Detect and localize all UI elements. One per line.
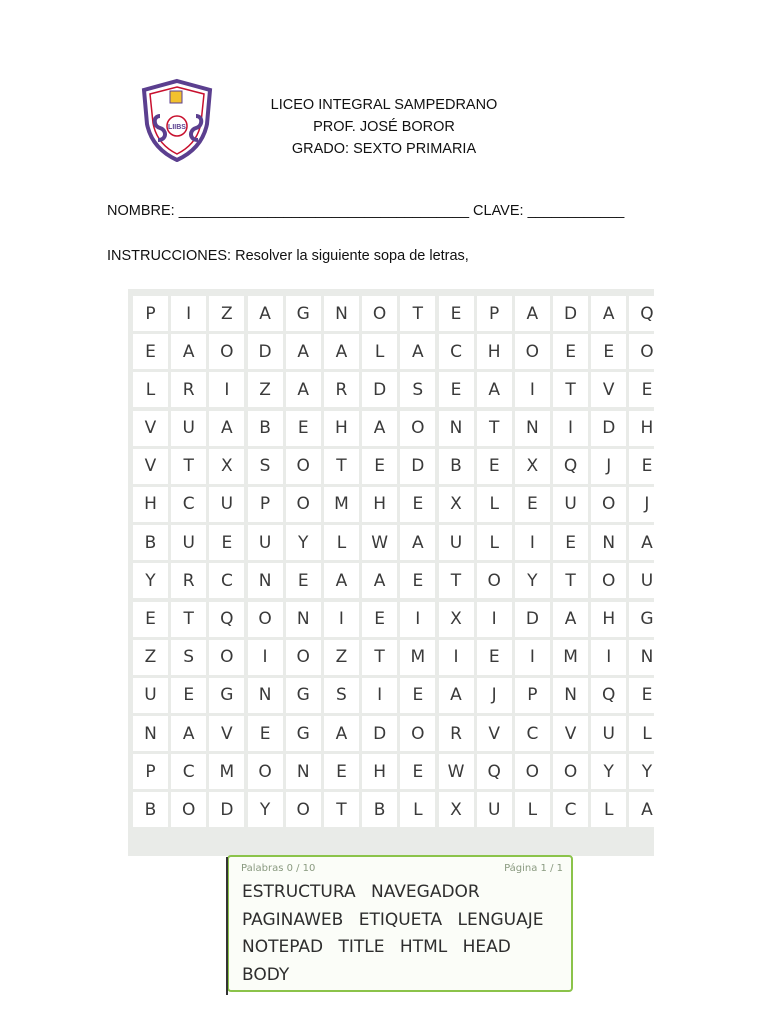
grid-cell[interactable]: E <box>400 487 435 522</box>
grid-cell[interactable]: N <box>515 411 550 446</box>
grid-cell[interactable]: O <box>591 487 626 522</box>
grid-cell[interactable]: E <box>477 449 512 484</box>
grid-cell[interactable]: E <box>400 678 435 713</box>
grid-cell[interactable]: A <box>171 716 206 751</box>
grid-cell[interactable]: O <box>591 563 626 598</box>
grid-cell[interactable]: L <box>515 792 550 827</box>
grid-cell[interactable]: D <box>362 372 397 407</box>
grid-cell[interactable]: E <box>400 754 435 789</box>
grid-cell[interactable]: I <box>209 372 244 407</box>
grid-cell[interactable]: O <box>171 792 206 827</box>
grid-cell[interactable]: P <box>477 296 512 331</box>
grid-cell[interactable]: E <box>553 334 588 369</box>
grid-cell[interactable]: A <box>286 334 321 369</box>
grid-cell[interactable]: Q <box>591 678 626 713</box>
word-search-board <box>128 289 654 856</box>
grid-cell[interactable]: Z <box>209 296 244 331</box>
grid-cell[interactable]: E <box>209 525 244 560</box>
grid-cell[interactable]: O <box>400 716 435 751</box>
grid-cell[interactable]: Q <box>209 602 244 637</box>
grid-cell[interactable]: U <box>171 411 206 446</box>
grid-cell[interactable]: U <box>477 792 512 827</box>
grid-cell[interactable]: U <box>629 563 664 598</box>
grid-cell[interactable]: D <box>362 716 397 751</box>
grid-cell[interactable]: I <box>400 602 435 637</box>
grid-cell[interactable]: Y <box>629 754 664 789</box>
grid-cell[interactable]: P <box>133 296 168 331</box>
grid-cell[interactable]: A <box>362 563 397 598</box>
grid-cell[interactable]: M <box>324 487 359 522</box>
grid-cell[interactable]: Z <box>248 372 283 407</box>
grid-cell[interactable]: I <box>553 411 588 446</box>
grid-cell[interactable]: A <box>553 602 588 637</box>
grid-cell[interactable]: T <box>553 563 588 598</box>
grid-cell[interactable]: M <box>553 640 588 675</box>
grid-cell[interactable]: M <box>400 640 435 675</box>
grid-cell[interactable]: E <box>286 411 321 446</box>
grid-cell[interactable]: D <box>248 334 283 369</box>
grid-cell[interactable]: I <box>171 296 206 331</box>
word-item: TITLE <box>338 937 385 957</box>
school-header <box>0 94 768 160</box>
grid-cell[interactable]: T <box>553 372 588 407</box>
grid-cell[interactable]: V <box>133 411 168 446</box>
grid-cell[interactable]: J <box>629 487 664 522</box>
grid-cell[interactable]: E <box>362 449 397 484</box>
grid-cell[interactable]: U <box>248 525 283 560</box>
grid-cell[interactable]: T <box>439 563 474 598</box>
grid-cell[interactable]: C <box>515 716 550 751</box>
grid-cell[interactable]: H <box>477 334 512 369</box>
grid-cell[interactable]: Z <box>133 640 168 675</box>
grid-cell[interactable]: Y <box>515 563 550 598</box>
grid-cell[interactable]: T <box>400 296 435 331</box>
grid-cell[interactable]: W <box>439 754 474 789</box>
grid-cell[interactable]: N <box>439 411 474 446</box>
grid-cell[interactable]: T <box>324 792 359 827</box>
grid-cell[interactable]: Q <box>629 296 664 331</box>
logo-monogram: LIIBS <box>168 124 186 131</box>
grade-label: GRADO: SEXTO PRIMARIA <box>291 141 477 157</box>
grid-cell[interactable]: U <box>591 716 626 751</box>
grid-cell[interactable]: N <box>286 754 321 789</box>
word-item: NOTEPAD <box>242 937 324 957</box>
grid-cell[interactable]: V <box>553 716 588 751</box>
grid-cell[interactable]: U <box>133 678 168 713</box>
grid-cell[interactable]: C <box>171 487 206 522</box>
grid-cell[interactable]: P <box>248 487 283 522</box>
grid-cell[interactable]: C <box>553 792 588 827</box>
grid-cell[interactable]: A <box>362 411 397 446</box>
grid-cell[interactable]: I <box>362 678 397 713</box>
grid-cell[interactable]: R <box>171 372 206 407</box>
grid-cell[interactable]: A <box>629 792 664 827</box>
grid-cell[interactable]: O <box>286 487 321 522</box>
grid-cell[interactable]: E <box>133 334 168 369</box>
grid-cell[interactable]: E <box>133 602 168 637</box>
grid-cell[interactable]: A <box>439 678 474 713</box>
grid-cell[interactable]: E <box>515 487 550 522</box>
grid-cell[interactable]: I <box>515 372 550 407</box>
grid-cell[interactable]: A <box>477 372 512 407</box>
grid-cell[interactable]: T <box>362 640 397 675</box>
grid-cell[interactable]: E <box>362 602 397 637</box>
grid-cell[interactable]: X <box>209 449 244 484</box>
grid-cell[interactable]: B <box>248 411 283 446</box>
grid-cell[interactable]: D <box>209 792 244 827</box>
grid-cell[interactable]: A <box>209 411 244 446</box>
page-indicator: Página 1 / 1 <box>504 863 563 874</box>
grid-cell[interactable]: A <box>400 334 435 369</box>
grid-cell[interactable]: Q <box>477 754 512 789</box>
grid-cell[interactable]: E <box>248 716 283 751</box>
grid-cell[interactable]: O <box>629 334 664 369</box>
grid-cell[interactable]: X <box>515 449 550 484</box>
grid-cell[interactable]: A <box>171 334 206 369</box>
word-item: HEAD <box>462 937 511 957</box>
grid-cell[interactable]: H <box>362 754 397 789</box>
grid-cell[interactable]: O <box>248 754 283 789</box>
grid-cell[interactable]: O <box>515 334 550 369</box>
grid-cell[interactable]: T <box>477 411 512 446</box>
grid-cell[interactable]: X <box>439 792 474 827</box>
grid-cell[interactable]: B <box>133 525 168 560</box>
word-item: HTML <box>399 937 448 957</box>
grid-cell[interactable]: I <box>591 640 626 675</box>
grid-cell[interactable]: Y <box>133 563 168 598</box>
grid-cell[interactable]: A <box>400 525 435 560</box>
grid-cell[interactable]: A <box>591 296 626 331</box>
grid-cell[interactable]: O <box>286 449 321 484</box>
grid-cell[interactable]: I <box>477 602 512 637</box>
grid-cell[interactable]: O <box>515 754 550 789</box>
grid-cell[interactable]: I <box>515 525 550 560</box>
grid-cell[interactable]: D <box>400 449 435 484</box>
grid-cell[interactable]: I <box>515 640 550 675</box>
grid-cell[interactable]: E <box>324 754 359 789</box>
grid-cell[interactable]: O <box>209 640 244 675</box>
grid-cell[interactable]: Y <box>286 525 321 560</box>
grid-cell[interactable]: E <box>553 525 588 560</box>
letter-grid <box>133 296 664 827</box>
grid-cell[interactable]: N <box>133 716 168 751</box>
word-item: ETIQUETA <box>358 909 443 930</box>
word-list <box>242 879 562 989</box>
school-name: LICEO INTEGRAL SAMPEDRANO <box>270 97 498 113</box>
grid-cell[interactable]: B <box>362 792 397 827</box>
grid-cell[interactable]: N <box>286 602 321 637</box>
grid-cell[interactable]: O <box>362 296 397 331</box>
grid-cell[interactable]: C <box>209 563 244 598</box>
grid-cell[interactable]: A <box>629 525 664 560</box>
grid-cell[interactable]: S <box>400 372 435 407</box>
word-item: ESTRUCTURA <box>242 882 356 902</box>
grid-cell[interactable]: X <box>439 602 474 637</box>
grid-cell[interactable]: L <box>324 525 359 560</box>
word-item: PAGINAWEB <box>242 909 344 930</box>
grid-cell[interactable]: C <box>439 334 474 369</box>
grid-cell[interactable]: O <box>400 411 435 446</box>
grid-cell[interactable]: G <box>286 296 321 331</box>
grid-cell[interactable]: D <box>591 411 626 446</box>
grid-cell[interactable]: H <box>362 487 397 522</box>
grid-cell[interactable]: L <box>477 525 512 560</box>
grid-cell[interactable]: Y <box>248 792 283 827</box>
grid-cell[interactable]: I <box>439 640 474 675</box>
grid-cell[interactable]: A <box>286 372 321 407</box>
grid-cell[interactable]: G <box>286 678 321 713</box>
grid-cell[interactable]: C <box>171 754 206 789</box>
grid-cell[interactable]: Z <box>324 640 359 675</box>
grid-cell[interactable]: O <box>477 563 512 598</box>
grid-cell[interactable]: E <box>400 563 435 598</box>
grid-cell[interactable]: L <box>629 716 664 751</box>
word-item: NAVEGADOR <box>371 882 480 902</box>
grid-cell[interactable]: A <box>324 334 359 369</box>
words-found-counter: Palabras 0 / 10 <box>241 863 316 874</box>
name-and-key-line: NOMBRE: ____________________________________ CLAVE: ____________ <box>107 203 625 219</box>
grid-cell[interactable]: B <box>133 792 168 827</box>
grid-cell[interactable]: S <box>171 640 206 675</box>
grid-cell[interactable]: T <box>171 602 206 637</box>
grid-cell[interactable]: N <box>248 678 283 713</box>
grid-cell[interactable]: G <box>629 602 664 637</box>
grid-cell[interactable]: R <box>171 563 206 598</box>
grid-cell[interactable]: H <box>324 411 359 446</box>
grid-cell[interactable]: S <box>248 449 283 484</box>
grid-cell[interactable]: P <box>133 754 168 789</box>
word-item: BODY <box>242 964 290 985</box>
grid-cell[interactable]: O <box>286 792 321 827</box>
word-list-panel <box>227 855 573 992</box>
grid-cell[interactable]: W <box>362 525 397 560</box>
grid-cell[interactable]: U <box>439 525 474 560</box>
grid-cell[interactable]: A <box>324 563 359 598</box>
grid-cell[interactable]: M <box>209 754 244 789</box>
grid-cell[interactable]: O <box>553 754 588 789</box>
grid-cell[interactable]: G <box>209 678 244 713</box>
grid-cell[interactable]: I <box>324 602 359 637</box>
grid-cell[interactable]: O <box>286 640 321 675</box>
grid-cell[interactable]: A <box>324 716 359 751</box>
grid-cell[interactable]: E <box>629 449 664 484</box>
grid-cell[interactable]: E <box>591 334 626 369</box>
grid-cell[interactable]: E <box>171 678 206 713</box>
grid-cell[interactable]: L <box>477 487 512 522</box>
grid-cell[interactable]: H <box>133 487 168 522</box>
grid-cell[interactable]: A <box>515 296 550 331</box>
grid-cell[interactable]: O <box>248 602 283 637</box>
grid-cell[interactable]: T <box>171 449 206 484</box>
grid-cell[interactable]: E <box>439 372 474 407</box>
grid-cell[interactable]: N <box>324 296 359 331</box>
grid-cell[interactable]: L <box>400 792 435 827</box>
grid-cell[interactable]: V <box>133 449 168 484</box>
grid-cell[interactable]: D <box>515 602 550 637</box>
grid-cell[interactable]: L <box>133 372 168 407</box>
grid-cell[interactable]: A <box>248 296 283 331</box>
grid-cell[interactable]: G <box>286 716 321 751</box>
grid-cell[interactable]: O <box>209 334 244 369</box>
grid-cell[interactable]: L <box>591 792 626 827</box>
grid-cell[interactable]: L <box>362 334 397 369</box>
grid-cell[interactable]: N <box>553 678 588 713</box>
grid-cell[interactable]: E <box>629 678 664 713</box>
grid-cell[interactable]: I <box>248 640 283 675</box>
grid-cell[interactable]: H <box>629 411 664 446</box>
grid-cell[interactable]: U <box>209 487 244 522</box>
grid-cell[interactable]: D <box>553 296 588 331</box>
word-item: LENGUAJE <box>457 909 544 930</box>
teacher-name: PROF. JOSÉ BOROR <box>313 119 455 135</box>
grid-cell[interactable]: V <box>209 716 244 751</box>
grid-cell[interactable]: P <box>515 678 550 713</box>
grid-cell[interactable]: E <box>629 372 664 407</box>
grid-cell[interactable]: R <box>324 372 359 407</box>
grid-cell[interactable]: U <box>553 487 588 522</box>
grid-cell[interactable]: Y <box>591 754 626 789</box>
grid-cell[interactable]: N <box>591 525 626 560</box>
grid-cell[interactable]: N <box>248 563 283 598</box>
grid-cell[interactable]: N <box>629 640 664 675</box>
grid-cell[interactable]: H <box>591 602 626 637</box>
grid-cell[interactable]: V <box>591 372 626 407</box>
grid-cell[interactable]: X <box>439 487 474 522</box>
panel-edge <box>226 857 228 995</box>
grid-cell[interactable]: E <box>439 296 474 331</box>
grid-cell[interactable]: V <box>477 716 512 751</box>
grid-cell[interactable]: E <box>286 563 321 598</box>
instructions-text: INSTRUCCIONES: Resolver la siguiente sopa de letras, <box>107 248 469 264</box>
grid-cell[interactable]: J <box>591 449 626 484</box>
grid-cell[interactable]: E <box>477 640 512 675</box>
grid-cell[interactable]: Q <box>553 449 588 484</box>
grid-cell[interactable]: U <box>171 525 206 560</box>
grid-cell[interactable]: B <box>439 449 474 484</box>
grid-cell[interactable]: R <box>439 716 474 751</box>
grid-cell[interactable]: S <box>324 678 359 713</box>
grid-cell[interactable]: J <box>477 678 512 713</box>
grid-cell[interactable]: T <box>324 449 359 484</box>
